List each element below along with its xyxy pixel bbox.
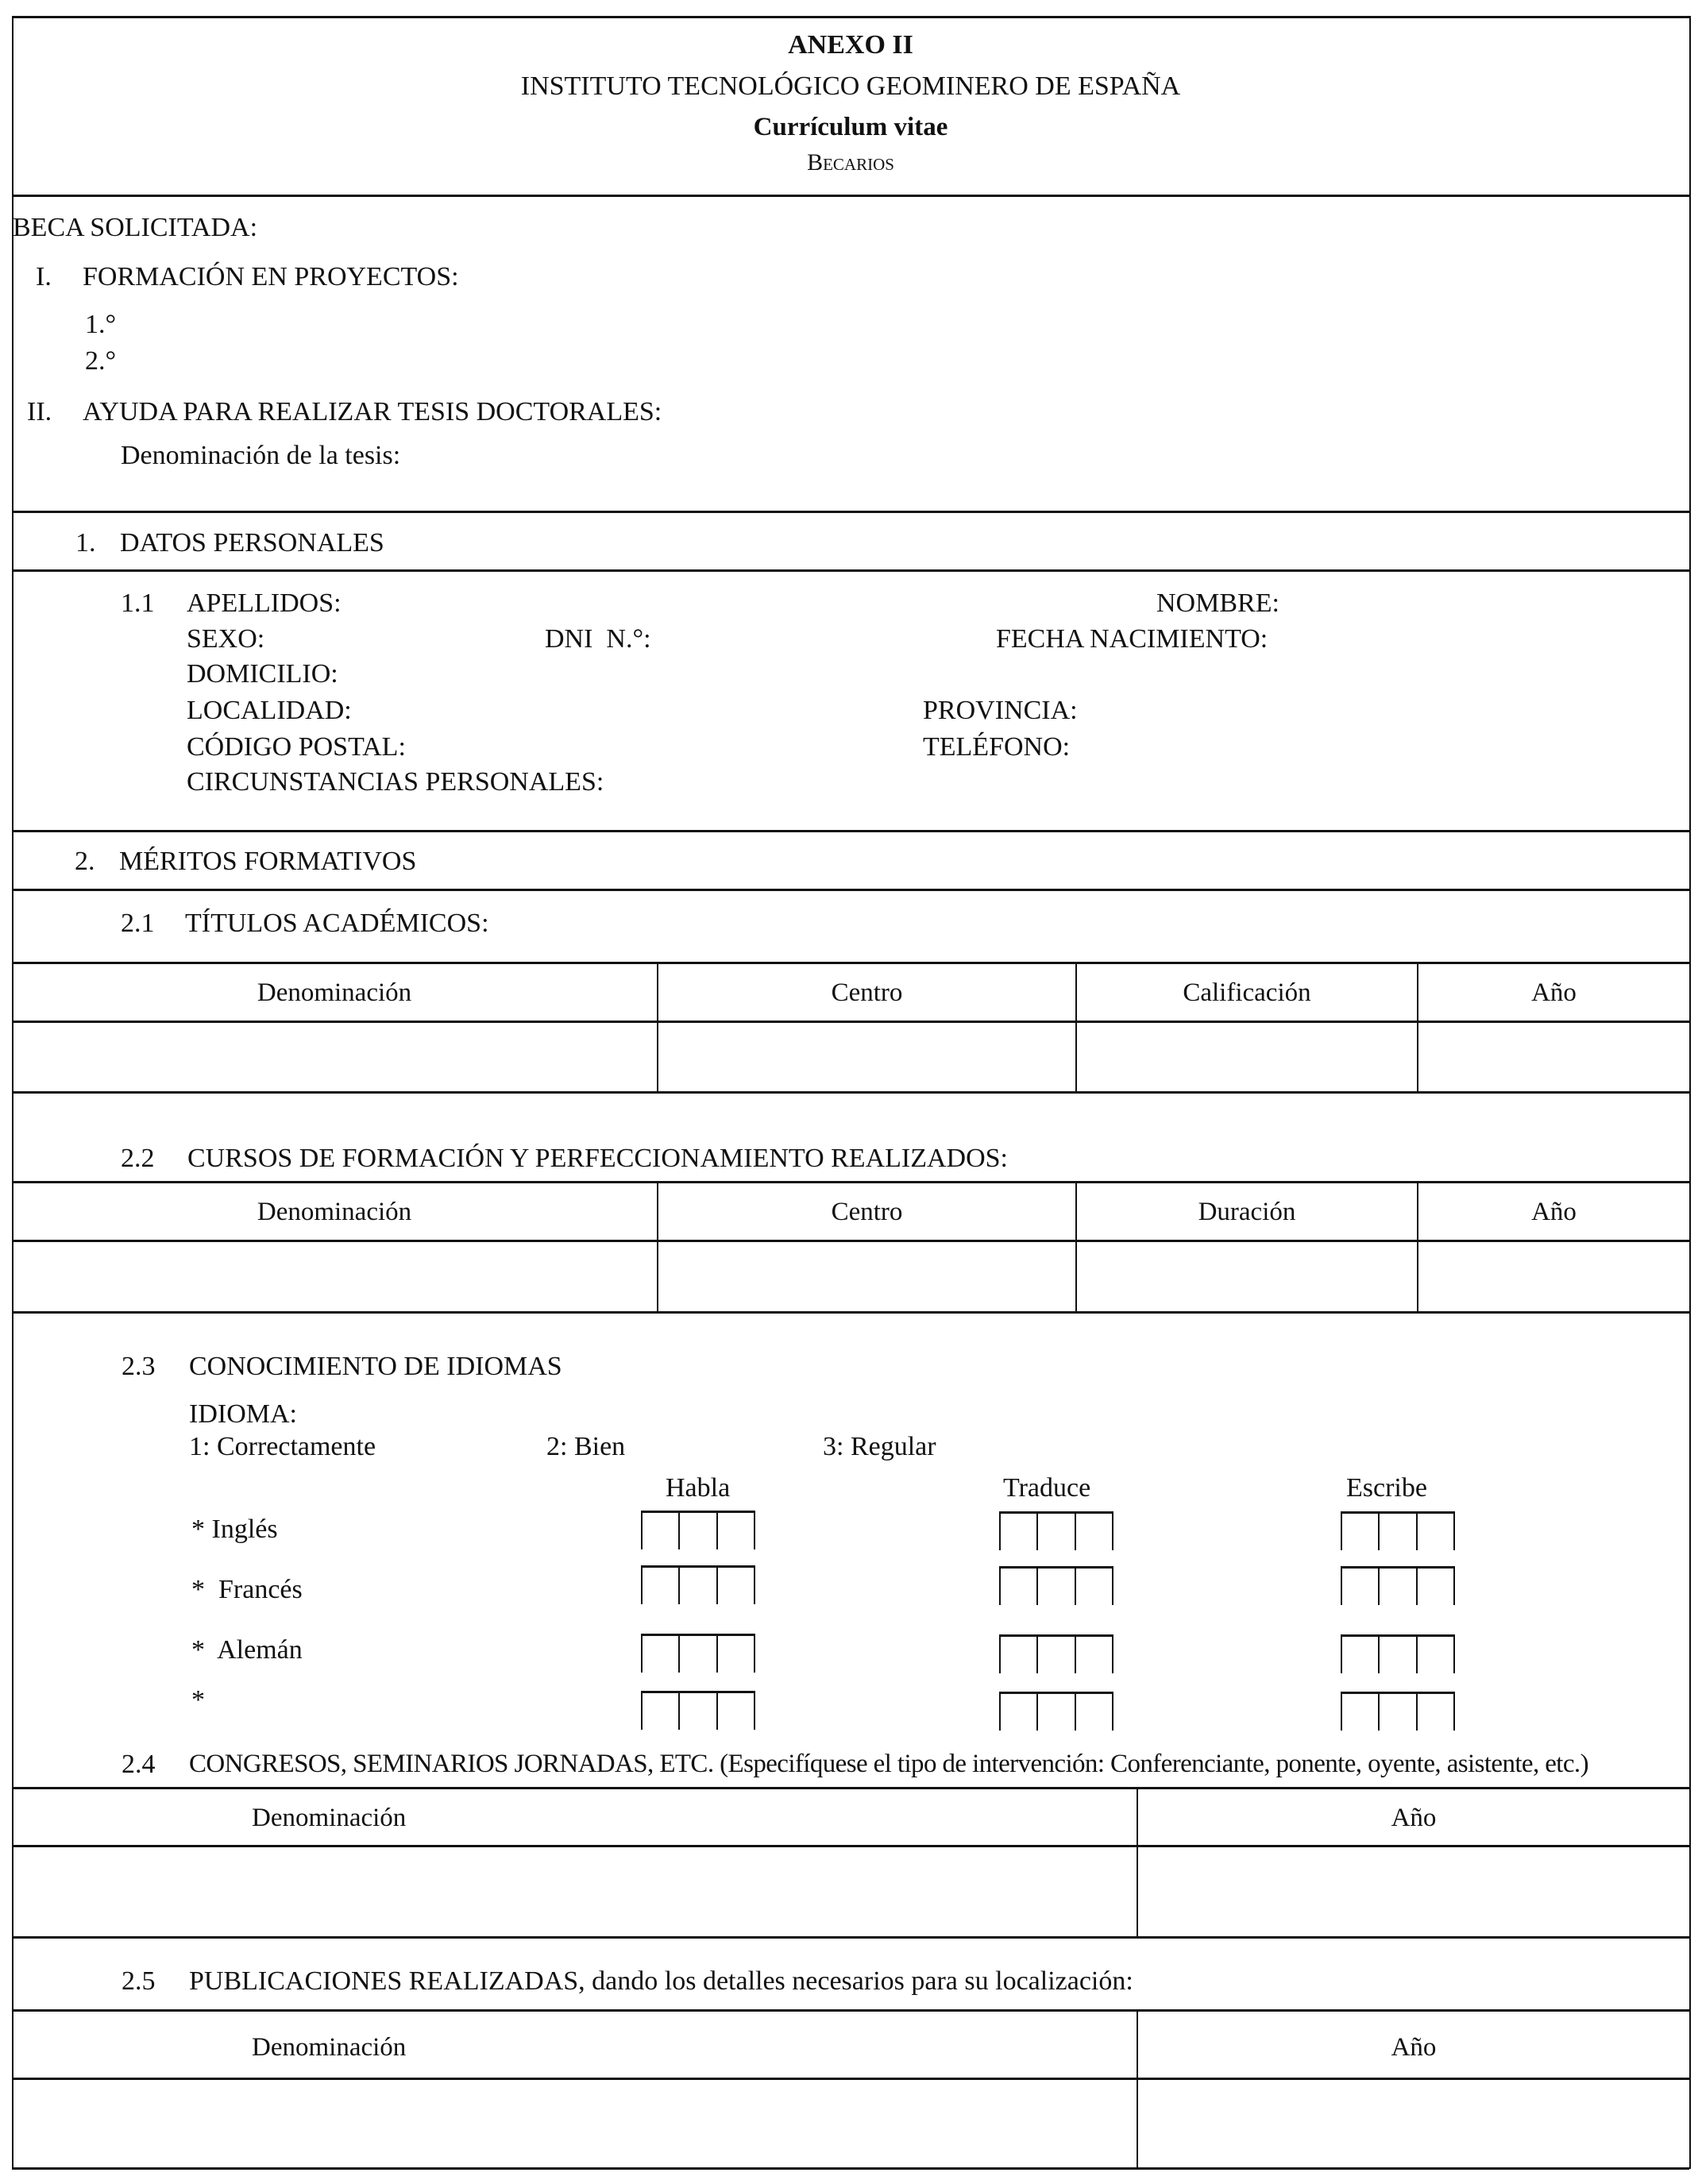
rule-cursos-header-top [12,1181,1689,1183]
cursos-num: 2.2 [121,1144,155,1173]
column-header: Año [1391,1804,1437,1832]
rule-beca-bottom [12,511,1689,513]
rule-congresos-bottom [12,1936,1689,1939]
rule-cursos-bottom [12,1311,1689,1314]
rating-boxes-frances-traduce[interactable] [999,1566,1113,1605]
idioma-label: IDIOMA: [189,1399,297,1429]
cursos-title: CURSOS DE FORMACIÓN Y PERFECCIONAMIENTO REALIZADOS: [187,1144,1008,1173]
column-header: Año [1531,1198,1577,1226]
annex-title: ANEXO II [788,30,913,60]
datos-title: DATOS PERSONALES [120,528,384,558]
idiomas-num: 2.3 [122,1352,156,1381]
rule-bottom [12,2167,1689,2170]
column-header: Año [1531,978,1577,1007]
datos-num: 1. [75,528,96,558]
apellidos-field[interactable]: APELLIDOS: [187,588,342,618]
rating-boxes-frances-escribe[interactable] [1341,1566,1455,1605]
project-option-1[interactable]: 1.° [85,310,117,339]
congresos-num: 2.4 [122,1750,156,1779]
column-header: Denominación [252,2033,407,2062]
rule-titulos-bottom [12,1091,1689,1094]
rule-datos-title-bottom [12,569,1689,572]
rating-boxes-other-escribe[interactable] [1341,1692,1455,1731]
column-header: Calificación [1183,978,1311,1007]
column-header: Duración [1198,1198,1296,1226]
fecha-nacimiento-field[interactable]: FECHA NACIMIENTO: [996,624,1268,654]
titulos-cell-centro[interactable] [658,1023,1075,1091]
rating-boxes-ingles-traduce[interactable] [999,1511,1113,1550]
congresos-cell-ano[interactable] [1138,1847,1689,1936]
publicaciones-title: PUBLICACIONES REALIZADAS, dando los detalles necesarios para su localización: [189,1966,1133,1996]
dni-field[interactable]: DNI N.°: [545,624,651,654]
idiomas-title: CONOCIMIENTO DE IDIOMAS [189,1352,562,1381]
project-option-2[interactable]: 2.° [85,346,117,376]
skill-habla: Habla [666,1473,731,1503]
scale-bien: 2: Bien [546,1432,626,1461]
cursos-cell-denominacion[interactable] [14,1242,657,1311]
column-header: Denominación [257,1198,412,1226]
telefono-field[interactable]: TELÉFONO: [923,732,1071,762]
rating-boxes-other-habla[interactable] [641,1691,755,1730]
skill-traduce: Traduce [1003,1473,1091,1503]
beca-label: BECA SOLICITADA: [13,213,258,242]
section-i-num: I. [36,262,52,291]
rule-top [12,16,1689,18]
rule-header-bottom [12,195,1689,197]
document-title: Currículum vitae [753,113,948,141]
sexo-field[interactable]: SEXO: [187,624,265,654]
rating-boxes-other-traduce[interactable] [999,1692,1113,1731]
rating-boxes-aleman-habla[interactable] [641,1634,755,1673]
column-header: Denominación [252,1804,407,1832]
circunstancias-field[interactable]: CIRCUNSTANCIAS PERSONALES: [187,767,604,797]
rule-datos-bottom [12,830,1689,832]
column-header: Centro [831,1198,903,1226]
scale-correctamente: 1: Correctamente [189,1432,376,1461]
rule-congresos-header-top [12,1787,1689,1789]
titulos-cell-denominacion[interactable] [14,1023,657,1091]
domicilio-field[interactable]: DOMICILIO: [187,659,338,689]
rule-titulos-header-top [12,962,1689,964]
titulos-title: TÍTULOS ACADÉMICOS: [185,909,489,938]
congresos-cell-denominacion[interactable] [14,1847,1137,1936]
titulos-cell-calificacion[interactable] [1077,1023,1417,1091]
language-frances: * Francés [191,1575,303,1604]
rule-publicaciones-header-top [12,2009,1689,2012]
datos-sub-num: 1.1 [121,588,155,618]
publicaciones-num: 2.5 [122,1966,156,1996]
provincia-field[interactable]: PROVINCIA: [923,696,1078,725]
rating-boxes-ingles-habla[interactable] [641,1511,755,1549]
publicaciones-cell-ano[interactable] [1138,2080,1689,2167]
rating-boxes-aleman-traduce[interactable] [999,1634,1113,1673]
institution-name: INSTITUTO TECNOLÓGICO GEOMINERO DE ESPAÑA [520,71,1181,101]
scale-regular: 3: Regular [823,1432,936,1461]
titulos-cell-ano[interactable] [1418,1023,1689,1091]
congresos-title: CONGRESOS, SEMINARIOS JORNADAS, ETC. (Especifíquese el tipo de intervención: Conferenciante, ponente, oyente, asistente, etc.) [189,1750,1588,1778]
rating-boxes-ingles-escribe[interactable] [1341,1511,1455,1550]
cursos-cell-duracion[interactable] [1077,1242,1417,1311]
rule-meritos-title-bottom [12,889,1689,891]
document-subtitle: Becarios [807,149,894,176]
column-header: Denominación [257,978,412,1007]
language-other[interactable]: * [191,1685,205,1715]
section-i-label: FORMACIÓN EN PROYECTOS: [83,262,459,291]
rating-boxes-frances-habla[interactable] [641,1565,755,1604]
localidad-field[interactable]: LOCALIDAD: [187,696,352,725]
cursos-cell-centro[interactable] [658,1242,1075,1311]
language-aleman: * Alemán [191,1635,303,1665]
skill-escribe: Escribe [1346,1473,1427,1503]
nombre-field[interactable]: NOMBRE: [1156,588,1279,618]
titulos-num: 2.1 [121,909,155,938]
column-header: Año [1391,2033,1437,2062]
rating-boxes-aleman-escribe[interactable] [1341,1634,1455,1673]
thesis-title-field[interactable]: Denominación de la tesis: [121,441,401,470]
column-header: Centro [831,978,903,1007]
cursos-cell-ano[interactable] [1418,1242,1689,1311]
meritos-title: MÉRITOS FORMATIVOS [119,847,417,876]
language-ingles: * Inglés [191,1515,278,1544]
meritos-num: 2. [75,847,95,876]
section-ii-label: AYUDA PARA REALIZAR TESIS DOCTORALES: [83,397,662,426]
codigo-postal-field[interactable]: CÓDIGO POSTAL: [187,732,406,762]
section-ii-num: II. [27,397,52,426]
publicaciones-cell-denominacion[interactable] [14,2080,1137,2167]
